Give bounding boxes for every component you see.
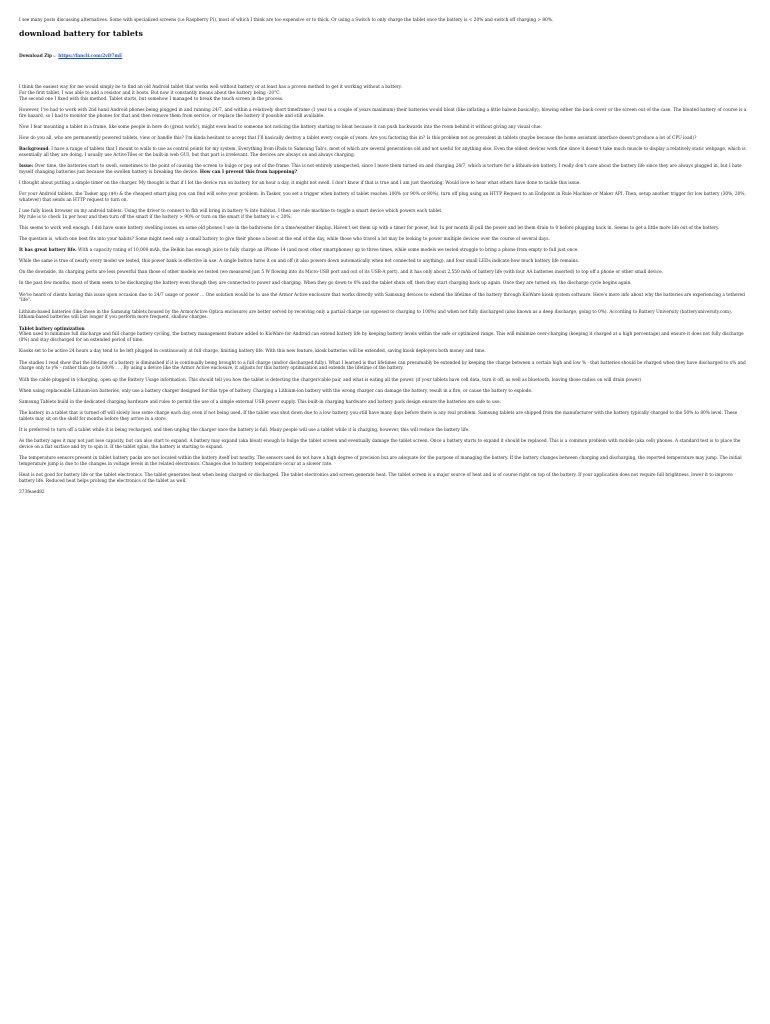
paragraph-heat: Heat is not good for battery life or the tablet electronics. The tablet generates heat when being charged or discharged. The tablet electronics and screen generate heat. The tablet screen is a major source of heat and is of course right on top of the battery. If your application does not require full brightness, lower it to improve battery life. Reduced heat helps prolong the electronics of the tablet as well. bbox=[19, 472, 733, 484]
arrow-icon: ▻ bbox=[53, 53, 57, 59]
battery-life-label: It has great battery life. bbox=[19, 248, 77, 254]
paragraph-leds: While the same is true of nearly every model we tested, this power bank is effective in use. A single button turns it on and off (it also powers down automatically when not connected to anything), and four small LEDs indicate how much battery life remains. bbox=[19, 259, 580, 265]
section-heading: Tablet battery optimization bbox=[19, 326, 85, 332]
download-link[interactable]: https://fancli.com/2vD7mE bbox=[58, 53, 123, 59]
issue-label: Issue: bbox=[19, 163, 34, 169]
paragraph-frame: Now I fear mounting a tablet in a frame, like some people in here do (great work!), might even lead to someone not noticing the battery starting to bloat because it can push backwards into the room behind it without giving any visual clue. bbox=[19, 124, 542, 130]
paragraph-kiosks: Kiosks set to be active 24 hours a day tend to be left plugged in continuously at full charge, limiting battery life. With this new feature, kiosk batteries will be extended, saving kiosk deployers both money and time. bbox=[19, 349, 486, 355]
footer-tag: 373feaed82 bbox=[19, 489, 45, 495]
paragraph-recharge: It is preferred to turn off a tablet while it is being recharged, and then unplug the charger once the battery is full. Many people will use a tablet while it is charging, however, this will reduce the battery life. bbox=[19, 427, 470, 433]
text-line: My rule is to check 1x per hour and then turn off the smart if the battery > 90% or turn on the smart if the battery is < 20%. bbox=[19, 214, 292, 220]
paragraph-discharging: In the past few months, most of them seem to be discharging the battery even though they are connected to power and charging. When they go down to 0% and the tablet shuts off, then they start charging back up again. Once they are turned on, the discharge cycle begins again. bbox=[19, 281, 632, 287]
paragraph-battery-life bbox=[19, 248, 748, 254]
paragraph-lithium: Lithium-based batteries (like those in the Samsung tablets housed by the ArmorActive Optica enclosure) are better served by receiving only a partial charge (as opposed to charging to 100%) and when not fully discharged (also known as a deep discharge, going to 0%). According to Battery University (batteryuniversity.com), lithium-based batteries will last longer if you perform more frequent, shallow charges. bbox=[19, 309, 733, 321]
text-line: For the first tablet, I was able to add a resistor and it boots. But now it constantly moans about the battery being -20°C. bbox=[19, 90, 281, 96]
paragraph-tablet-experience bbox=[19, 85, 748, 103]
paragraph-charger: When using replaceable Lithium-ion batteries, only use a battery charger designed for this type of battery. Charging a Lithium-ion battery with the wrong charger can damage the battery, result in a fire, or cause the battery to explode. bbox=[19, 388, 533, 394]
issue-question: How can I prevent this from happening? bbox=[199, 169, 298, 175]
download-label: Download Zip bbox=[19, 53, 52, 59]
optimization-text: When used to minimize full discharge and full charge battery cycling, the battery management feature added to KioWare for Android can extend battery life by keeping battery levels within the safe or optimized range. This will minimize over-charging (keeping it charged at a high percentage) and ensure it does not fully discharge (0%) and stay discharged for an extended period of time. bbox=[19, 332, 744, 344]
paragraph-background bbox=[19, 147, 748, 159]
text-line: The second one I fixed with this method. Tablet starts, but somehow I managed to break the touch screen in the process. bbox=[19, 96, 284, 102]
battery-life-text: With a capacity rating of 10,000 mAh, the Belkin has enough juice to fully charge an iPhone 14 (and most other smartphones) up to three times, while some models we tested struggle to bring a phone from empty to full just once. bbox=[76, 248, 579, 254]
paragraph-samsung: Samsung Tablets build in the dedicated charging hardware and rules to permit the use of a simple external USB power supply. This built-in charging hardware and battery pack design ensure the batteries are safe to use. bbox=[19, 399, 501, 405]
paragraph-timer: I thought about putting a simple timer on the charger. My thought is that if I let the device run on battery for an hour a day, it might not swell. I don't know if that is true and I am just theorizing. Would love to hear what others have done to tackle this issue. bbox=[19, 180, 581, 186]
paragraph-sensors: The temperature sensors present in tablet battery packs are not located within the battery itself but nearby. The sensors used do not have a high degree of precision but are adequate for the purpose of managing the battery. If the battery changes between charging and discharging, the reported temperature may jump. The initial temperature jump is due to the changes in voltage levels in the related electronics. Changes due to battery temperature occur at a slower rate. bbox=[19, 455, 742, 467]
paragraph-cable: With the cable plugged in (charging, open up the Battery Usage information. This should tell you how the tablet is detecting the charger/cable pair, and what is eating all the power. (if your tablets have cell data, turn it off, as well as bluetooth, leaving those radios on will drain power) bbox=[19, 377, 642, 383]
background-label: Background bbox=[19, 146, 49, 152]
paragraph-shelf: The battery in a tablet that is turned off will slowly lose some charge each day, even if not being used. If the tablet was shut down due to a low battery, you still have many days before there is any real problem. Samsung tablets are shipped from the manufacturer with the battery typically charged to the 50% to 80% level. These tablets may sit on the shelf for months before they arrive in a store. bbox=[19, 410, 738, 422]
paragraph-tasker: For your Android tablets, the Tasker app ($4) & the cheapest smart plug you can find will solve your problem. In Tasker, you set a trigger when battery of tablet reaches 100% (or 90% or 80%), turn off plug using an HTTP Request to an Endpoint in Rule Machine or Maker API. Then, setup another trigger for low battery (30%, 20%, whatever) that sends an HTTP request to turn on. bbox=[19, 192, 746, 203]
paragraph-swelling: This seems to work well enough. I did have some battery swelling issues on some old phones I use in the bathrooms for a time/weather display. Haven't set them up with a timer for power, but 1x per month ill pull the power and let them drain to 0 before plugging back in. Seems to get a little more life out of the battery. bbox=[19, 226, 720, 231]
paragraph-question: How do you all, who are permanently powered tablets, view or handle this? I'm kinda hesitant to accept that I'll basically destroy a tablet every couple of years. Are you factoring this in? Is this problem not as prevalent in tablets (maybe because the home assistant interface doesn't produce a lot of CPU load)? bbox=[19, 135, 697, 141]
intro-paragraph: I see many posts discussing alternatives. Some with specialized screens (i.e Raspberry Pi), most of which I think are too expensive or to thick. Or using a Switch to only charge the tablet once the battery is < 20% and switch off charging > 80%. bbox=[19, 18, 554, 23]
page-title: download battery for tablets bbox=[19, 28, 143, 38]
paragraph-studies: The studies I read show that the lifetime of a battery is diminished if it is continually being brought to a full charge (and/or discharged fully). What I learned is that lifetimes can presumably be extended by keeping the charge between a certain high and low % - that batteries should be charged when they have discharged to x% and charge only to y% – rather than go to 100% . . . By using a device like the Armor Active enclosure, it adjusts for this battery optimization and extends the lifetime of the battery. bbox=[19, 360, 746, 372]
paragraph-downside: On the downside, its charging ports are less powerful than those of other models we tested (we measured just 5 W flowing into its Micro-USB port and out of its USB-A port), and it has only about 2,550 mAh of battery life (with four AA batteries inserted) to top off a phone or other small device. bbox=[19, 270, 663, 276]
issue-text: Over time, the batteries start to swell, sometimes to the point of causing the screen to bulge or pop out of the frame. This is not entirely unexpected, since I leave them turned on and charging 24/7, which is torture for a lithium-ion battery. I really don't care about the battery life since they are always plugged in, but I hate myself changing batteries just because the swollen battery is breaking the device. bbox=[19, 163, 742, 175]
download-line bbox=[19, 54, 748, 60]
paragraph-armor-active: We've heard of clients having this issue upon occasion due to 24/7 usage or power ... One solution would be to use the Armor Active enclosure that works directly with Samsung devices to extend the lifetime of the battery through KioWare kiosk system software. Here's more info about why the batteries are experiencing a tethered "life". bbox=[19, 292, 745, 304]
paragraph-issue bbox=[19, 164, 748, 176]
paragraph-optimization bbox=[19, 327, 748, 345]
paragraph-habits: The question is, which one best fits into your habits? Some might need only a small battery to give their phone a boost at the end of the day, while those who travel a lot may be looking to power multiple devices over the course of several days. bbox=[19, 237, 550, 243]
background-text: : I have a range of tablets that I mount to walls to use as control points for my system. Everything from iPads to Samsung Tab's, most of which are several generations old and not useful for anything else. Even the oldest devices work fine since it doesn't take much muscle to display a relatively static webpage, which is essentially all they are doing. I usually use ActiveTiles or the built-in web GUI, but that part is irrelevant. The devices are always on and always charging. bbox=[19, 146, 746, 158]
text-line: I think the easiest way for me would simply be to find an old Android tablet that works well without battery or at least has a proven method to get it working without a battery. bbox=[19, 84, 402, 90]
paragraph-fully-kiosk bbox=[19, 209, 748, 221]
paragraph-bloat: However, I've had to work with 2nd hand Android phones being plugged in and running 24/7, and within a relatively short timeframe (1 year to a couple of years maximum) their batteries would bloat (like inflating a little baloon basically), blowing either the back cover or the screen out of the case. The bloated battery of course is a fire hazard, so I had to monitor the phones for that and then remove them from service, or replace the battery if possible and still available. bbox=[19, 107, 747, 119]
paragraph-expand: As the battery ages it may not just lose capacity, but can also start to expand. A battery may expand (aka bloat) enough to bulge the tablet screen and eventually damage the tablet screen. Once a battery starts to expand it should be replaced. This is a common problem with mobile (aka cell) phones. A standard test is to place the device on a flat surface and try to spin it. If the tablet spins, the battery is starting to expand. bbox=[19, 438, 741, 450]
text-line: I use fully kiosk browser on my android tablets. Using the driver to connect to fkb will bring in battery % into hubitat. I then use rule machine to toggle a smart device which powers each tablet. bbox=[19, 209, 443, 214]
